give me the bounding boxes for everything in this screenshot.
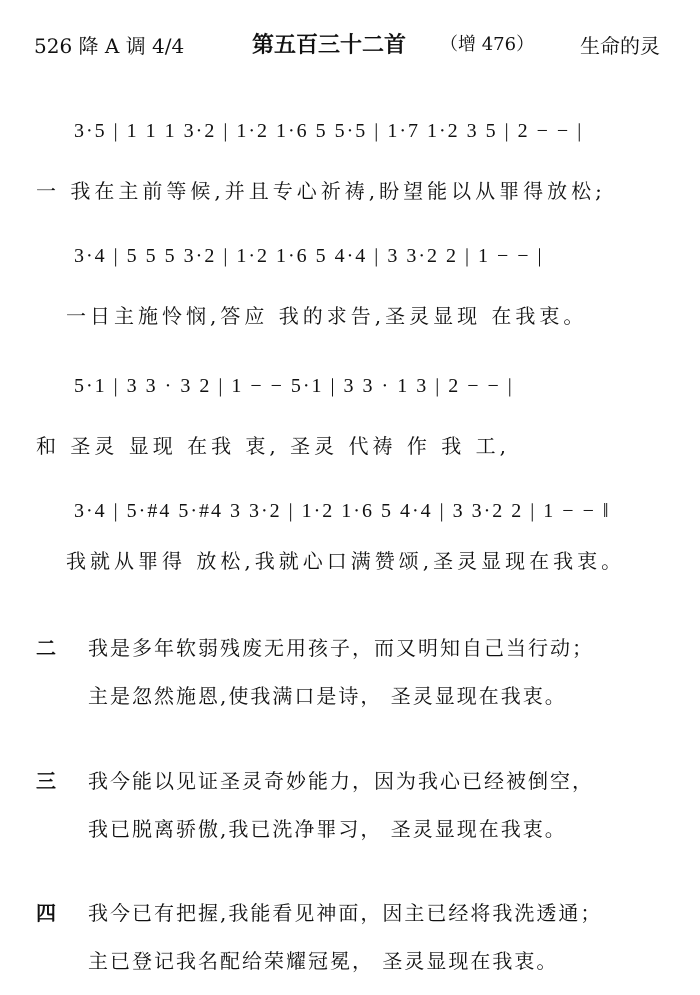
hymn-reference: （增 476）	[440, 34, 535, 55]
hymn-number-key: 526 降 A 调 4/4	[34, 34, 185, 58]
verse-number: 三	[36, 769, 56, 793]
hymn-category: 生命的灵	[580, 34, 660, 58]
score-notes-line: 3·4 | 5·#4 5·#4 3 3·2 | 1·2 1·6 5 4·4 | 3 3·2 2 | 1 − − ‖	[74, 500, 611, 522]
verse-number: 四	[36, 901, 56, 925]
score-lyric-line: 和 圣灵 显现 在我 衷, 圣灵 代祷 作 我 工,	[36, 434, 510, 458]
score-lyric-line: 一 我在主前等候,并且专心祈祷,盼望能以从罪得放松;	[36, 179, 606, 203]
score-notes-line: 5·1 | 3 3 · 3 2 | 1 − − 5·1 | 3 3 · 1 3 | 2 − − |	[74, 375, 514, 397]
score-notes-line: 3·5 | 1 1 1 3·2 | 1·2 1·6 5 5·5 | 1·7 1·2 3 5 | 2 − − |	[74, 120, 584, 142]
verse-line: 我今已有把握,我能看见神面，因主已经将我洗透通；	[88, 901, 603, 925]
verse-line: 我已脱离骄傲,我已洗净罪习， 圣灵显现在我衷。	[88, 817, 567, 841]
verse-line: 我是多年软弱残废无用孩子，而又明知自己当行动；	[88, 636, 594, 660]
score-lyric-line: 一日主施怜悯,答应 我的求告,圣灵显现 在我衷。	[66, 304, 588, 328]
verse-line: 主是忽然施恩,使我满口是诗， 圣灵显现在我衷。	[88, 684, 567, 708]
hymn-title: 第五百三十二首	[252, 33, 407, 58]
verse-number: 二	[36, 636, 56, 660]
score-notes-line: 3·4 | 5 5 5 3·2 | 1·2 1·6 5 4·4 | 3 3·2 2 | 1 − − |	[74, 245, 544, 267]
score-lyric-line: 我就从罪得 放松,我就心口满赞颂,圣灵显现在我衷。	[66, 549, 626, 573]
verse-line: 我今能以见证圣灵奇妙能力，因为我心已经被倒空，	[88, 769, 594, 793]
verse-line: 主已登记我名配给荣耀冠冕， 圣灵显现在我衷。	[88, 949, 559, 973]
